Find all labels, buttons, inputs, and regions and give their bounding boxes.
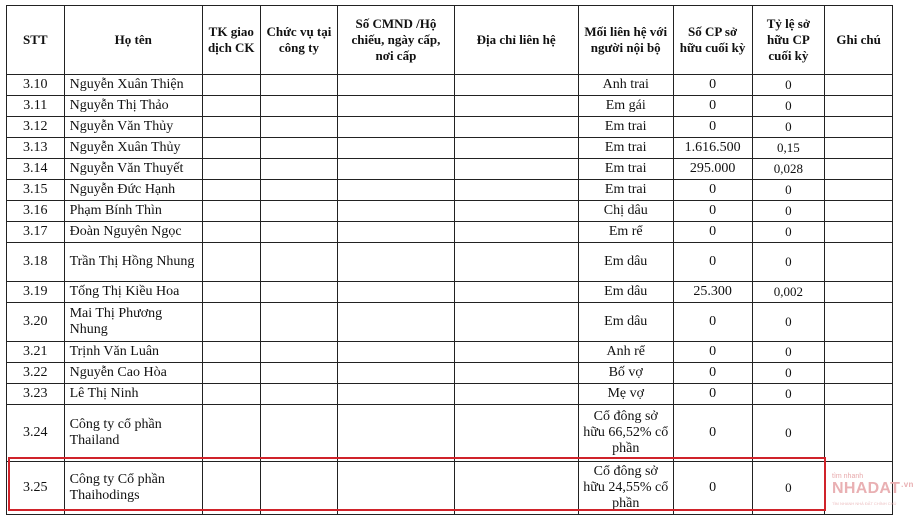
cell-moi-lien-he: Em trai (578, 180, 673, 201)
cell-stt: 3.14 (7, 159, 65, 180)
cell-moi-lien-he: Mẹ vợ (578, 384, 673, 405)
cell-dia-chi (454, 180, 578, 201)
cell-so-cp: 0 (673, 201, 752, 222)
cell-ghi-chu (825, 159, 893, 180)
cell-moi-lien-he: Em trai (578, 138, 673, 159)
cell-chuc-vu (260, 75, 338, 96)
cell-ho-ten: Công ty cổ phần Thailand (64, 405, 202, 462)
cell-dia-chi (454, 342, 578, 363)
cell-moi-lien-he: Bố vợ (578, 363, 673, 384)
cell-moi-lien-he: Cổ đông sở hữu 24,55% cổ phần (578, 462, 673, 515)
cell-cmnd (338, 138, 454, 159)
cell-ho-ten: Công ty Cổ phần Thaihodings (64, 462, 202, 515)
cell-tk-giao-dich (202, 96, 260, 117)
cell-ty-le: 0 (752, 222, 825, 243)
cell-moi-lien-he: Cổ đông sở hữu 66,52% cổ phần (578, 405, 673, 462)
watermark-brand-text: NHADAT (832, 480, 901, 497)
table-row (7, 282, 893, 303)
cell-ghi-chu (825, 243, 893, 282)
cell-moi-lien-he: Em gái (578, 96, 673, 117)
cell-so-cp: 1.616.500 (673, 138, 752, 159)
cell-ty-le: 0 (752, 180, 825, 201)
header-dia-chi: Địa chỉ liên hệ (454, 6, 578, 75)
cell-stt: 3.20 (7, 303, 65, 342)
cell-stt: 3.12 (7, 117, 65, 138)
cell-moi-lien-he: Em dâu (578, 303, 673, 342)
table-row (7, 384, 893, 405)
cell-chuc-vu (260, 96, 338, 117)
cell-chuc-vu (260, 180, 338, 201)
cell-ty-le: 0 (752, 342, 825, 363)
cell-ho-ten: Phạm Bính Thìn (64, 201, 202, 222)
table-row (7, 342, 893, 363)
cell-dia-chi (454, 159, 578, 180)
cell-so-cp: 0 (673, 405, 752, 462)
cell-dia-chi (454, 117, 578, 138)
header-so-cp: Số CP sở hữu cuối kỳ (673, 6, 752, 75)
nhadat-watermark-logo (832, 473, 914, 513)
cell-cmnd (338, 117, 454, 138)
cell-ghi-chu (825, 282, 893, 303)
cell-cmnd (338, 384, 454, 405)
cell-tk-giao-dich (202, 363, 260, 384)
cell-ho-ten: Nguyễn Cao Hòa (64, 363, 202, 384)
cell-stt: 3.18 (7, 243, 65, 282)
cell-stt: 3.16 (7, 201, 65, 222)
shareholder-table (6, 5, 893, 515)
header-tk-giao-dich: TK giao dịch CK (202, 6, 260, 75)
cell-cmnd (338, 342, 454, 363)
watermark-tagline: TÌM NHANH NHÀ ĐẤT CHÍNH CHỦ (832, 501, 897, 506)
cell-ho-ten: Lê Thị Ninh (64, 384, 202, 405)
table-row (7, 117, 893, 138)
cell-dia-chi (454, 282, 578, 303)
cell-stt: 3.25 (7, 462, 65, 515)
cell-chuc-vu (260, 282, 338, 303)
cell-cmnd (338, 180, 454, 201)
cell-chuc-vu (260, 462, 338, 515)
cell-stt: 3.17 (7, 222, 65, 243)
cell-so-cp: 0 (673, 96, 752, 117)
cell-ho-ten: Mai Thị Phương Nhung (64, 303, 202, 342)
cell-chuc-vu (260, 201, 338, 222)
cell-so-cp: 0 (673, 462, 752, 515)
cell-chuc-vu (260, 342, 338, 363)
cell-so-cp: 0 (673, 342, 752, 363)
cell-tk-giao-dich (202, 243, 260, 282)
cell-ghi-chu (825, 405, 893, 462)
cell-stt: 3.23 (7, 384, 65, 405)
cell-ty-le: 0,028 (752, 159, 825, 180)
cell-so-cp: 295.000 (673, 159, 752, 180)
cell-tk-giao-dich (202, 159, 260, 180)
cell-chuc-vu (260, 138, 338, 159)
cell-cmnd (338, 243, 454, 282)
cell-so-cp: 0 (673, 384, 752, 405)
cell-ghi-chu (825, 201, 893, 222)
cell-stt: 3.10 (7, 75, 65, 96)
cell-ho-ten: Nguyễn Thị Thảo (64, 96, 202, 117)
table-row (7, 243, 893, 282)
cell-cmnd (338, 282, 454, 303)
cell-ty-le: 0 (752, 201, 825, 222)
cell-so-cp: 0 (673, 303, 752, 342)
header-ghi-chu: Ghi chú (825, 6, 893, 75)
cell-dia-chi (454, 462, 578, 515)
cell-ty-le: 0,15 (752, 138, 825, 159)
table-row (7, 462, 893, 515)
cell-tk-giao-dich (202, 342, 260, 363)
cell-moi-lien-he: Em dâu (578, 243, 673, 282)
cell-dia-chi (454, 243, 578, 282)
cell-moi-lien-he: Chị dâu (578, 201, 673, 222)
header-ho-ten: Họ tên (64, 6, 202, 75)
cell-ho-ten: Tống Thị Kiều Hoa (64, 282, 202, 303)
cell-ty-le: 0 (752, 303, 825, 342)
cell-ho-ten: Nguyễn Văn Thuyết (64, 159, 202, 180)
cell-tk-giao-dich (202, 117, 260, 138)
cell-ty-le: 0 (752, 363, 825, 384)
header-moi-lien-he: Mối liên hệ với người nội bộ (578, 6, 673, 75)
watermark-small-text: tìm nhanh (832, 473, 864, 480)
cell-ho-ten: Trịnh Văn Luân (64, 342, 202, 363)
cell-ty-le: 0 (752, 96, 825, 117)
cell-tk-giao-dich (202, 303, 260, 342)
cell-ghi-chu (825, 222, 893, 243)
cell-ghi-chu (825, 138, 893, 159)
cell-chuc-vu (260, 159, 338, 180)
cell-cmnd (338, 405, 454, 462)
cell-so-cp: 0 (673, 75, 752, 96)
cell-moi-lien-he: Em trai (578, 159, 673, 180)
cell-tk-giao-dich (202, 201, 260, 222)
cell-cmnd (338, 462, 454, 515)
cell-cmnd (338, 201, 454, 222)
cell-ghi-chu (825, 75, 893, 96)
cell-chuc-vu (260, 303, 338, 342)
cell-chuc-vu (260, 117, 338, 138)
cell-chuc-vu (260, 363, 338, 384)
cell-ty-le: 0 (752, 117, 825, 138)
cell-cmnd (338, 75, 454, 96)
cell-tk-giao-dich (202, 222, 260, 243)
cell-dia-chi (454, 303, 578, 342)
header-cmnd: Số CMND /Hộ chiếu, ngày cấp, nơi cấp (338, 6, 454, 75)
table-row (7, 75, 893, 96)
cell-tk-giao-dich (202, 384, 260, 405)
header-row (7, 6, 893, 75)
cell-cmnd (338, 222, 454, 243)
cell-so-cp: 0 (673, 222, 752, 243)
cell-ho-ten: Nguyễn Xuân Thủy (64, 138, 202, 159)
cell-moi-lien-he: Anh trai (578, 75, 673, 96)
table-row (7, 96, 893, 117)
cell-ty-le: 0 (752, 405, 825, 462)
cell-ho-ten: Nguyễn Văn Thủy (64, 117, 202, 138)
cell-moi-lien-he: Em trai (578, 117, 673, 138)
cell-tk-giao-dich (202, 75, 260, 96)
cell-chuc-vu (260, 222, 338, 243)
cell-cmnd (338, 96, 454, 117)
cell-so-cp: 0 (673, 363, 752, 384)
table-row (7, 363, 893, 384)
cell-dia-chi (454, 222, 578, 243)
cell-dia-chi (454, 384, 578, 405)
cell-tk-giao-dich (202, 180, 260, 201)
cell-stt: 3.15 (7, 180, 65, 201)
cell-stt: 3.24 (7, 405, 65, 462)
cell-stt: 3.21 (7, 342, 65, 363)
watermark-brand (832, 480, 914, 498)
cell-stt: 3.19 (7, 282, 65, 303)
cell-ghi-chu (825, 303, 893, 342)
cell-cmnd (338, 303, 454, 342)
cell-so-cp: 0 (673, 117, 752, 138)
cell-so-cp: 0 (673, 243, 752, 282)
cell-ghi-chu (825, 180, 893, 201)
cell-ho-ten: Đoàn Nguyên Ngọc (64, 222, 202, 243)
cell-so-cp: 25.300 (673, 282, 752, 303)
table-row (7, 138, 893, 159)
cell-ghi-chu (825, 96, 893, 117)
cell-dia-chi (454, 201, 578, 222)
cell-cmnd (338, 363, 454, 384)
cell-stt: 3.11 (7, 96, 65, 117)
cell-moi-lien-he: Em rể (578, 222, 673, 243)
table-row (7, 405, 893, 462)
cell-tk-giao-dich (202, 138, 260, 159)
cell-stt: 3.13 (7, 138, 65, 159)
header-stt: STT (7, 6, 65, 75)
cell-ghi-chu (825, 363, 893, 384)
table-row (7, 201, 893, 222)
cell-cmnd (338, 159, 454, 180)
cell-tk-giao-dich (202, 282, 260, 303)
cell-chuc-vu (260, 243, 338, 282)
cell-chuc-vu (260, 384, 338, 405)
cell-ghi-chu (825, 342, 893, 363)
cell-dia-chi (454, 138, 578, 159)
header-ty-le: Tỷ lệ sở hữu CP cuối kỳ (752, 6, 825, 75)
watermark-suffix: .vn (901, 480, 914, 489)
table-row (7, 303, 893, 342)
cell-ty-le: 0 (752, 243, 825, 282)
cell-tk-giao-dich (202, 405, 260, 462)
cell-dia-chi (454, 363, 578, 384)
cell-ho-ten: Nguyễn Xuân Thiện (64, 75, 202, 96)
cell-ghi-chu (825, 117, 893, 138)
cell-stt: 3.22 (7, 363, 65, 384)
cell-tk-giao-dich (202, 462, 260, 515)
cell-ty-le: 0 (752, 75, 825, 96)
table-row (7, 222, 893, 243)
cell-chuc-vu (260, 405, 338, 462)
cell-ty-le: 0,002 (752, 282, 825, 303)
cell-moi-lien-he: Em dâu (578, 282, 673, 303)
cell-so-cp: 0 (673, 180, 752, 201)
cell-dia-chi (454, 96, 578, 117)
cell-dia-chi (454, 405, 578, 462)
cell-ty-le: 0 (752, 384, 825, 405)
cell-ho-ten: Trần Thị Hồng Nhung (64, 243, 202, 282)
cell-ghi-chu (825, 384, 893, 405)
table-row (7, 180, 893, 201)
cell-ty-le: 0 (752, 462, 825, 515)
table-row (7, 159, 893, 180)
cell-moi-lien-he: Anh rể (578, 342, 673, 363)
header-chuc-vu: Chức vụ tại công ty (260, 6, 338, 75)
cell-ho-ten: Nguyễn Đức Hạnh (64, 180, 202, 201)
cell-dia-chi (454, 75, 578, 96)
